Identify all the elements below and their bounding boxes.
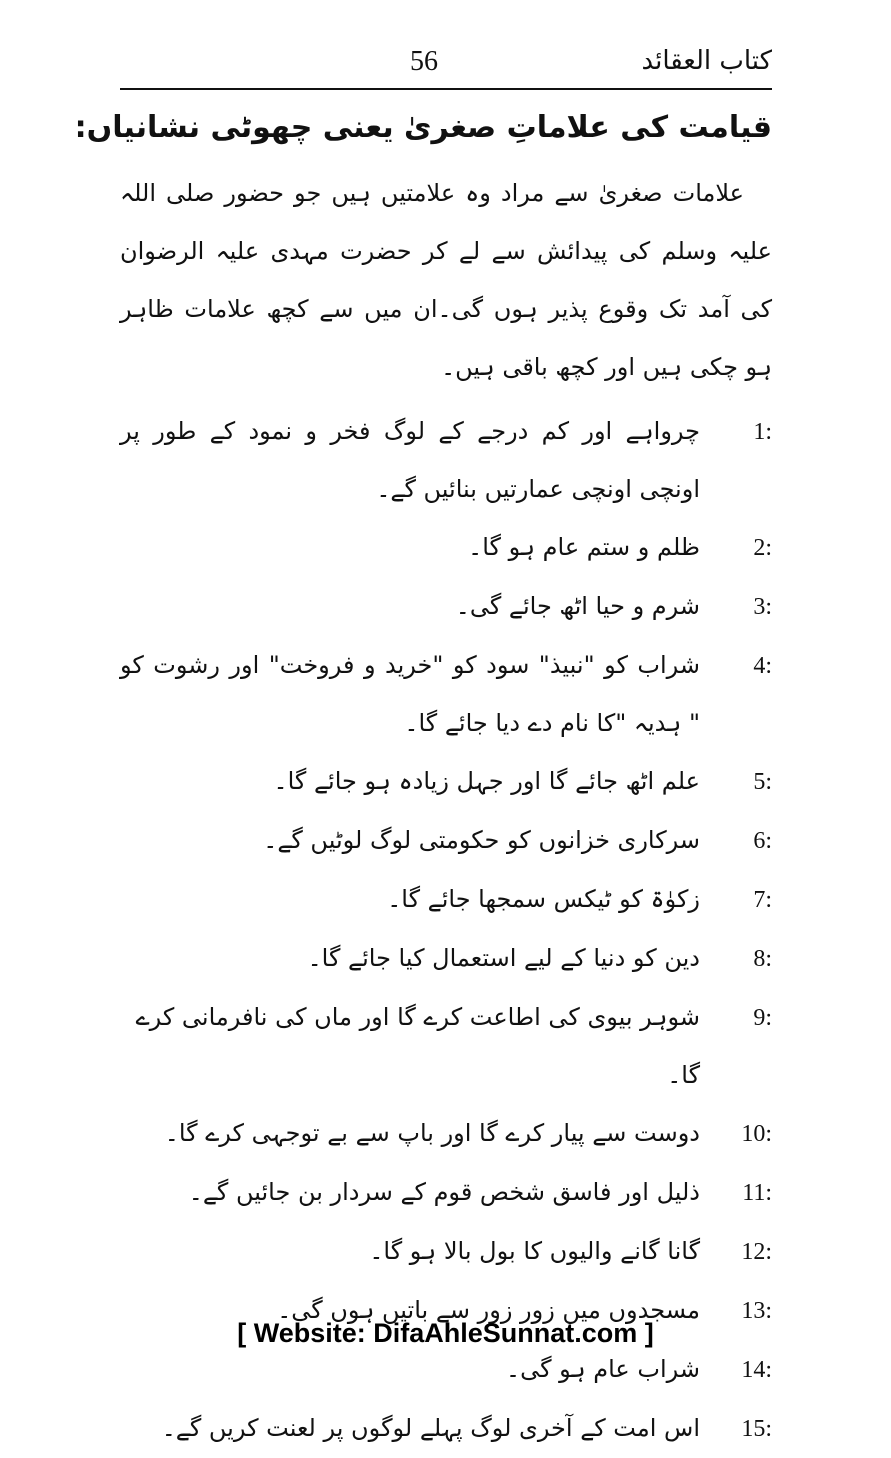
item-text: سرکاری خزانوں کو حکومتی لوگ لوٹیں گے۔: [263, 826, 700, 854]
list-item: [120, 1399, 772, 1458]
list-item: [120, 402, 772, 518]
item-text: ذلیل اور فاسق شخص قوم کے سردار بن جائیں گے۔: [188, 1178, 700, 1206]
list-item: [120, 752, 772, 811]
book-title: کتاب العقائد: [641, 46, 772, 76]
item-text: زکوٰۃ کو ٹیکس سمجھا جائے گا۔: [387, 885, 700, 913]
list-item: [120, 1163, 772, 1222]
section-heading: قیامت کی علاماتِ صغریٰ یعنی چھوٹی نشانیاں:: [74, 110, 772, 145]
item-text: شوہر بیوی کی اطاعت کرے گا اور ماں کی نافرمانی کرے گا۔: [135, 1003, 700, 1089]
item-text: شرم و حیا اٹھ جائے گی۔: [455, 592, 700, 620]
item-number: 3:: [753, 594, 772, 620]
item-number: 6:: [753, 828, 772, 854]
item-number: 10:: [741, 1121, 772, 1147]
item-text: علم اٹھ جائے گا اور جہل زیادہ ہو جائے گا۔: [273, 767, 700, 795]
item-text: مسجدوں میں زور زور سے باتیں ہوں گی۔: [277, 1296, 700, 1324]
item-number: 2:: [753, 535, 772, 561]
list-item: [120, 929, 772, 988]
item-number: 9:: [753, 1005, 772, 1031]
item-text: دوست سے پیار کرے گا اور باپ سے بے توجہی کرے گا۔: [164, 1119, 700, 1147]
list-item: [120, 636, 772, 752]
item-text: چرواہے اور کم درجے کے لوگ فخر و نمود کے طور پر اونچی اونچی عمارتیں بنائیں گے۔: [120, 417, 700, 503]
list-item: [120, 577, 772, 636]
page-header: [120, 42, 772, 90]
item-number: 14:: [741, 1357, 772, 1383]
item-text: گانا گانے والیوں کا بول بالا ہو گا۔: [369, 1237, 700, 1265]
list-item: [120, 870, 772, 929]
website-footer: [ Website: DifaAhleSunnat.com ]: [237, 1318, 654, 1348]
signs-list: [120, 402, 772, 1458]
item-number: 8:: [753, 946, 772, 972]
item-text: شراب کو "نبیذ" سود کو "خرید و فروخت" اور رشوت کو " ہدیہ "کا نام دے دیا جائے گا۔: [120, 651, 700, 737]
list-item: [120, 518, 772, 577]
list-item: [120, 988, 772, 1104]
item-text: شراب عام ہو گی۔: [506, 1355, 700, 1383]
item-text: ظلم و ستم عام ہو گا۔: [468, 533, 700, 561]
item-number: 13:: [741, 1298, 772, 1324]
item-number: 11:: [742, 1180, 772, 1206]
item-number: 7:: [753, 887, 772, 913]
item-text: دین کو دنیا کے لیے استعمال کیا جائے گا۔: [307, 944, 700, 972]
page-content: [74, 100, 772, 1458]
page-number: 56: [410, 46, 438, 77]
item-number: 4:: [753, 653, 772, 679]
intro-paragraph: علامات صغریٰ سے مراد وہ علامتیں ہیں جو حضور صلی اللہ علیہ وسلم کی پیدائش سے لے کر حضرت مہدی علیہ الرضوان کی آمد تک وقوع پذیر ہوں گی۔ان میں سے کچھ علامات ظاہر ہو چکی ہیں اور کچھ باقی ہیں۔: [120, 179, 772, 381]
item-number: 1:: [753, 419, 772, 445]
item-number: 5:: [753, 769, 772, 795]
list-item: [120, 811, 772, 870]
list-item: [120, 1222, 772, 1281]
list-item: [120, 1104, 772, 1163]
item-number: 15:: [741, 1416, 772, 1442]
item-number: 12:: [741, 1239, 772, 1265]
item-text: اس امت کے آخری لوگ پہلے لوگوں پر لعنت کریں گے۔: [161, 1414, 700, 1442]
